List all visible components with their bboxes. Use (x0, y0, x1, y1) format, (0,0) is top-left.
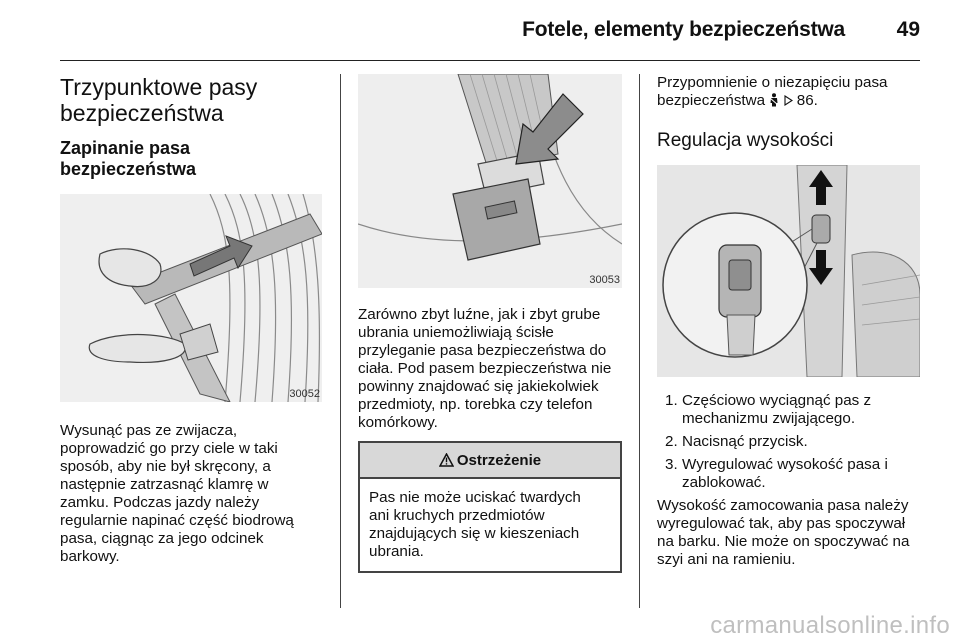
step-text: Wyregulować wysokość pasa i (682, 456, 888, 473)
figure-code: 30053 (589, 274, 620, 286)
buckle-illustration (358, 74, 622, 288)
column-1 (60, 74, 322, 566)
figure-fastening-belt (60, 194, 322, 402)
step-text: Nacisnąć przycisk. (682, 433, 808, 450)
reference-page: 86. (796, 92, 818, 109)
header-rule (60, 60, 920, 61)
step-number: 1. (665, 392, 678, 409)
figure-height-adjustment (657, 165, 920, 377)
column-divider-right (639, 74, 640, 608)
text-line: wyregulować tak, aby pas spoczywał (657, 515, 906, 532)
text-line: ani kruchych przedmiotów (369, 507, 545, 524)
section-title-line2: bezpieczeństwa (60, 100, 224, 126)
list-item (657, 392, 922, 428)
text-line: ciała. Pod pasem bezpieczeństwa nie (358, 360, 612, 377)
text-line: przyleganie pasa bezpieczeństwa do (358, 342, 607, 359)
text-line: ubrania uniemożliwiają ścisłe (358, 324, 554, 341)
text-line: Zarówno zbyt luźne, jak i zbyt grube (358, 306, 601, 323)
text-line: powinny znajdować się jakiekolwiek (358, 378, 599, 395)
watermark: carmanualsonline.info (710, 612, 950, 639)
fastening-belt-illustration (60, 194, 322, 402)
height-paragraph (657, 497, 922, 569)
list-item (657, 456, 922, 492)
text-line: Wysokość zamocowania pasa należy (657, 497, 909, 514)
section-title (60, 74, 322, 126)
column-2 (358, 74, 622, 573)
text-line: Przypomnienie o niezapięciu pasa (657, 74, 888, 91)
subsection-title-line2: bezpieczeństwa (60, 159, 197, 179)
step-text: Częściowo wyciągnąć pas z (682, 392, 872, 409)
text-line: regularnie napinać część biodrową (60, 512, 294, 529)
text-line: pasa, ciągnąc za jego odcinek (60, 530, 264, 547)
page-header-title: Fotele, elementy bezpieczeństwa (522, 18, 845, 41)
subsection-title-height: Regulacja wysokości (657, 130, 834, 151)
text-line: następnie zatrzasnąć klamrę w (60, 476, 269, 493)
text-line: komórkowy. (358, 414, 438, 431)
text-line: szyi ani na ramieniu. (657, 551, 796, 568)
seatbelt-person-icon (769, 93, 779, 107)
column-3 (657, 74, 922, 569)
list-item (657, 433, 922, 451)
subsection-title-line1: Zapinanie pasa (60, 138, 191, 158)
text-line: bezpieczeństwa (657, 92, 766, 109)
text-line: poprowadzić go przy ciele w taki (60, 440, 278, 457)
step-text: mechanizmu zwijającego. (682, 410, 856, 427)
clothing-paragraph (358, 306, 622, 432)
text-line: sposób, aby nie był skręcony, a (60, 458, 271, 475)
warning-triangle-icon (439, 453, 454, 467)
figure-buckle (358, 74, 622, 288)
step-text: zablokować. (682, 474, 766, 491)
text-line: barkowy. (60, 548, 120, 565)
reminder-paragraph (657, 74, 922, 110)
page-reference-triangle-icon (784, 95, 793, 106)
page-number: 49 (896, 18, 920, 41)
height-adjuster-illustration (657, 165, 920, 377)
section-title-line1: Trzypunktowe pasy (60, 74, 258, 100)
figure-code: 30052 (289, 388, 320, 400)
text-line: zamku. Podczas jazdy należy (60, 494, 260, 511)
step-number: 3. (665, 456, 678, 473)
warning-header (360, 443, 620, 479)
text-line: przedmioty, np. torebka czy telefon (358, 396, 593, 413)
warning-title: Ostrzeżenie (456, 451, 542, 469)
column-divider-left (340, 74, 341, 608)
text-line: Wysunąć pas ze zwijacza, (60, 422, 238, 439)
warning-body (360, 479, 620, 571)
subsection-title-fastening (60, 138, 322, 180)
adjustment-steps (657, 392, 922, 492)
text-line: znajdujących się w kieszeniach (369, 525, 580, 542)
text-line: na barku. Nie może on spoczywać na (657, 533, 910, 550)
text-line: ubrania. (369, 543, 424, 560)
warning-box (358, 441, 622, 573)
step-number: 2. (665, 433, 678, 450)
fastening-paragraph (60, 422, 322, 566)
text-line: Pas nie może uciskać twardych (369, 489, 581, 506)
